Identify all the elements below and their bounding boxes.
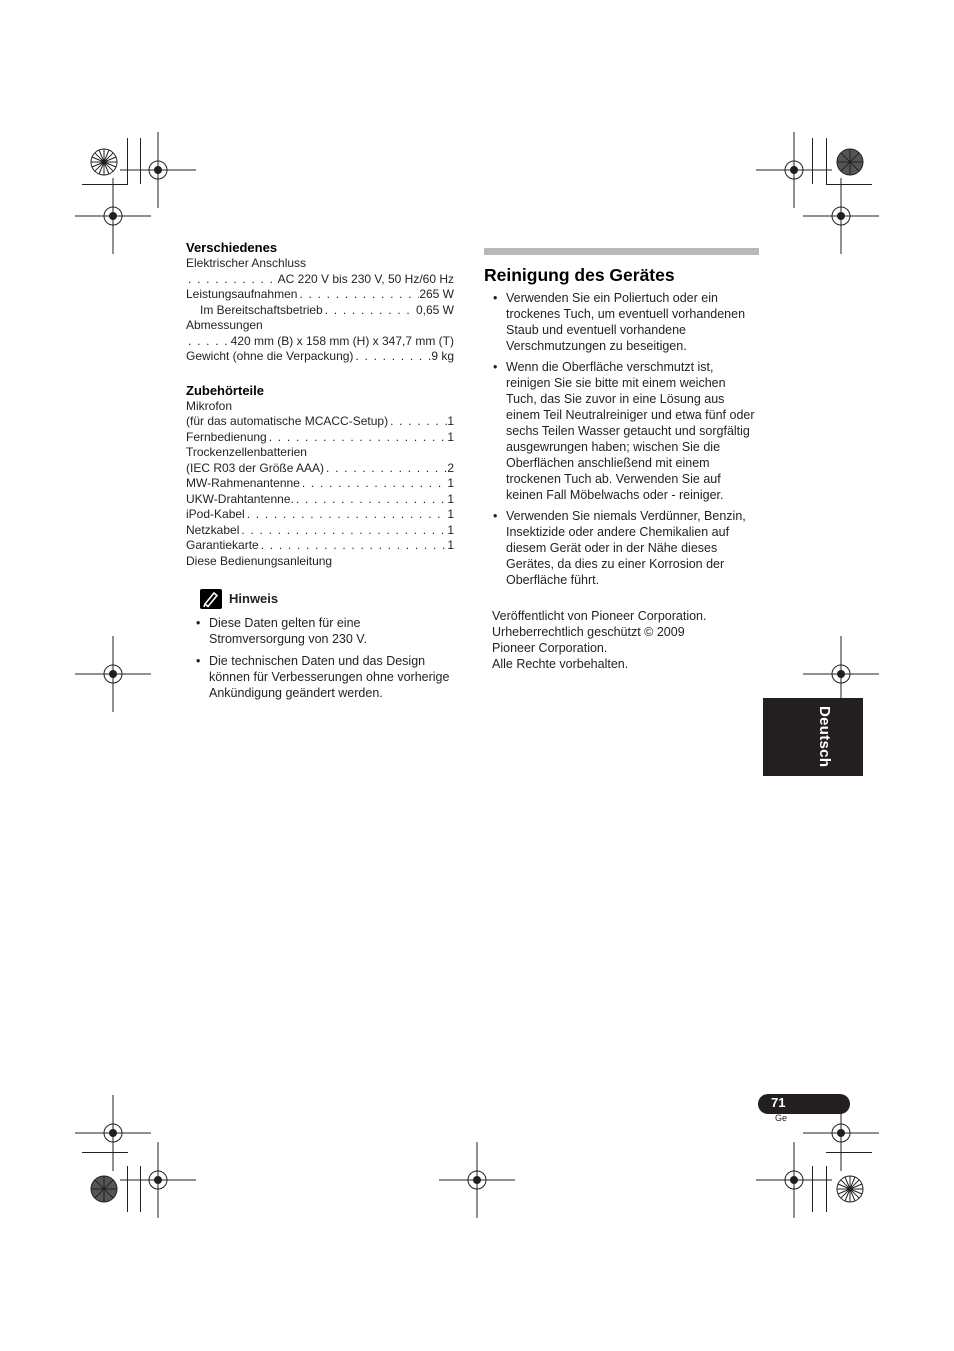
accessory-label: Fernbedienung bbox=[186, 429, 267, 444]
spec-value: 265 W bbox=[419, 287, 454, 301]
cleaning-column bbox=[484, 248, 759, 672]
section-heading-zubehoerteile: Zubehörteile bbox=[186, 382, 265, 398]
spec-row bbox=[186, 334, 454, 350]
specifications-column bbox=[186, 240, 454, 707]
leader-dots bbox=[294, 492, 447, 508]
accessory-row bbox=[186, 523, 454, 539]
leader-dots bbox=[245, 507, 448, 523]
trim-line bbox=[127, 138, 128, 184]
accessory-label: Netzkabel bbox=[186, 522, 240, 537]
spec-value: 420 mm (B) x 158 mm (H) x 347,7 mm (T) bbox=[230, 333, 454, 348]
note-title: Hinweis bbox=[229, 591, 279, 607]
accessory-label: Mikrofon bbox=[186, 398, 233, 413]
trim-line bbox=[127, 1166, 128, 1212]
cleaning-item: • Wenn die Oberfläche verschmutzt ist, reinigen Sie sie bitte mit einem weichen Tuch, das Sie zuvor in eine Lösung aus einem Teil Neutralreiniger und etwa fünf oder sechs Teilen Wasser getaucht und sorgfältig ausgewrungen haben; wischen Sie die Oberflächen anschließend mit einem trockenen Tuch ab. Verwenden Sie auf keinen Fall Möbelwachs oder - reiniger. bbox=[484, 359, 759, 503]
crosshair-icon bbox=[803, 178, 879, 254]
accessory-label: Garantiekarte bbox=[186, 538, 259, 552]
rights-line: Alle Rechte vorbehalten. bbox=[492, 657, 629, 671]
spec-value: AC 220 V bis 230 V, 50 Hz/60 Hz bbox=[277, 271, 454, 286]
trim-line bbox=[826, 138, 827, 184]
publisher-line: Pioneer Corporation. bbox=[492, 641, 608, 655]
section-heading-verschiedenes: Verschiedenes bbox=[186, 240, 278, 255]
leader-dots bbox=[186, 334, 231, 350]
note-item: • Diese Daten gelten für eine Stromversorgung von 230 V. bbox=[186, 615, 454, 647]
spec-label: Gewicht (ohne die Verpackung) bbox=[186, 349, 354, 363]
spec-label: Abmessungen bbox=[186, 318, 263, 332]
accessory-qty: 1 bbox=[447, 507, 454, 521]
leader-dots bbox=[267, 430, 448, 446]
trim-line bbox=[826, 1166, 827, 1212]
crosshair-icon bbox=[75, 178, 151, 254]
accessory-qty: 1 bbox=[447, 538, 454, 552]
accessory-qty: 1 bbox=[447, 476, 454, 490]
accessory-qty: 1 bbox=[447, 522, 454, 537]
accessory-label: Trockenzellenbatterien bbox=[186, 445, 307, 459]
spec-label: Leistungsaufnahmen bbox=[186, 287, 298, 301]
section-heading-reinigung: Reinigung des Gerätes bbox=[484, 265, 675, 285]
cleaning-item: • Verwenden Sie niemals Verdünner, Benzin, Insektizide oder andere Chemikalien auf diesem Gerät oder in der Nähe dieses Gerätes, da dies zu einer Korrosion der Oberfläche führt. bbox=[484, 508, 759, 588]
leader-dots bbox=[323, 303, 416, 319]
trim-line bbox=[812, 1166, 813, 1212]
language-tab-label: Deutsch bbox=[816, 706, 833, 768]
leader-dots bbox=[297, 287, 419, 303]
trim-line bbox=[140, 138, 141, 184]
accessory-qty: 1 bbox=[447, 429, 454, 444]
copyright-line: Urheberrechtlich geschützt © 2009 bbox=[492, 625, 685, 639]
cleaning-item: • Verwenden Sie ein Poliertuch oder ein trockenes Tuch, um eventuell vorhandenen Staub und eventuell vorhandene Verschmutzungen zu beseitigen. bbox=[484, 290, 759, 354]
publisher-line: Veröffentlicht von Pioneer Corporation. bbox=[492, 609, 707, 623]
accessory-label: MW-Rahmenantenne bbox=[186, 476, 300, 490]
crosshair-icon bbox=[75, 636, 151, 712]
accessory-row bbox=[186, 461, 454, 477]
trim-line bbox=[82, 1152, 128, 1153]
language-tab bbox=[763, 698, 863, 776]
page-number-badge bbox=[758, 1094, 850, 1114]
spec-value: 0,65 W bbox=[415, 302, 454, 317]
crosshair-icon bbox=[756, 1142, 832, 1218]
leader-dots bbox=[259, 538, 448, 554]
leader-dots bbox=[353, 349, 431, 365]
leader-dots bbox=[186, 272, 278, 288]
trim-line bbox=[826, 184, 872, 185]
spec-row bbox=[186, 272, 454, 288]
accessory-label: UKW-Drahtantenne. bbox=[186, 491, 294, 506]
accessory-label: (IEC R03 der Größe AAA) bbox=[186, 460, 325, 475]
crosshair-icon bbox=[120, 1142, 196, 1218]
pencil-note-icon bbox=[200, 589, 222, 609]
accessory-qty: 2 bbox=[447, 460, 454, 475]
leader-dots bbox=[324, 461, 447, 477]
trim-line bbox=[82, 184, 128, 185]
cleaning-list bbox=[484, 290, 759, 588]
accessory-row bbox=[186, 492, 454, 508]
accessory-row bbox=[186, 476, 454, 492]
accessory-label: Diese Bedienungsanleitung bbox=[186, 553, 333, 568]
spec-row bbox=[186, 287, 454, 303]
spec-row bbox=[186, 349, 454, 365]
leader-dots bbox=[300, 476, 447, 492]
accessory-qty: 1 bbox=[447, 414, 454, 428]
accessory-qty: 1 bbox=[447, 491, 454, 506]
accessory-label: (für das automatische MCACC-Setup) bbox=[186, 414, 389, 428]
spec-label: Im Bereitschaftsbetrieb bbox=[200, 302, 323, 317]
publisher-block bbox=[484, 608, 759, 672]
note-header bbox=[200, 589, 454, 609]
accessory-label: iPod-Kabel bbox=[186, 507, 245, 521]
accessory-row bbox=[186, 507, 454, 523]
trim-line bbox=[812, 138, 813, 184]
crosshair-icon bbox=[439, 1142, 515, 1218]
spec-label: Elektrischer Anschluss bbox=[186, 256, 307, 270]
page-number: 71 bbox=[771, 1095, 786, 1110]
accessory-row bbox=[186, 538, 454, 554]
trim-line bbox=[826, 1152, 872, 1153]
note-item: • Die technischen Daten und das Design können für Verbesserungen ohne vorherige Ankündigung geändert werden. bbox=[186, 653, 454, 701]
accessory-row bbox=[186, 414, 454, 430]
note-list bbox=[186, 615, 454, 701]
page-language-code: Ge bbox=[775, 1113, 788, 1123]
spec-value: 9 kg bbox=[431, 349, 454, 363]
spec-row bbox=[186, 303, 454, 319]
trim-line bbox=[140, 1166, 141, 1212]
leader-dots bbox=[239, 523, 447, 539]
leader-dots bbox=[388, 414, 447, 430]
accessory-row bbox=[186, 430, 454, 446]
section-bar bbox=[484, 248, 759, 255]
